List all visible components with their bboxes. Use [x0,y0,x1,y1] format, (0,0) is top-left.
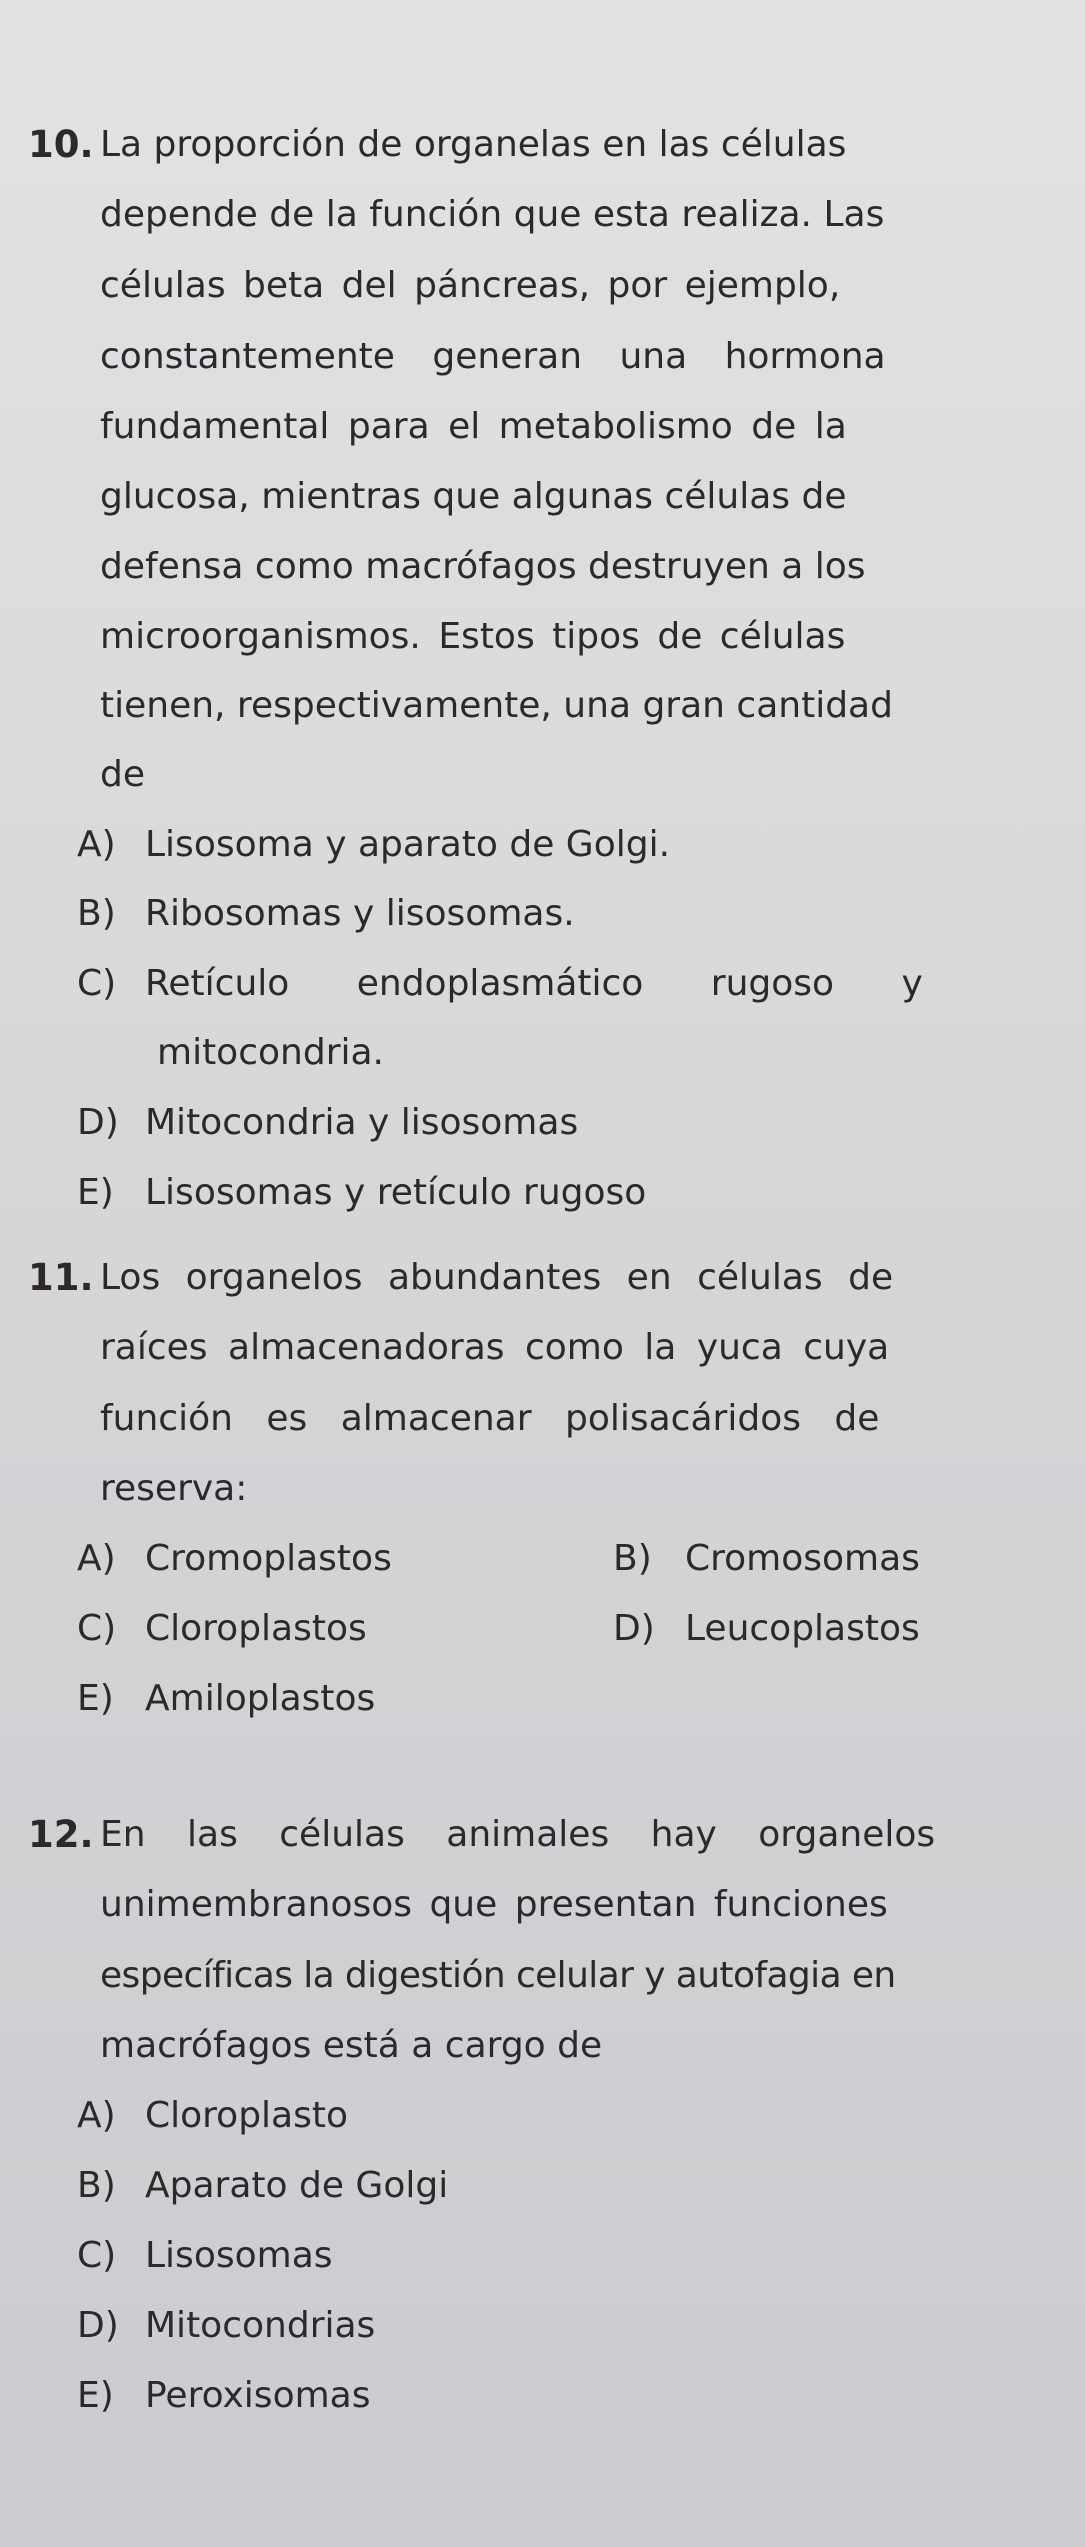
option-letter: A) [77,2095,116,2136]
option-letter: D) [77,2305,119,2346]
option-b[interactable] [77,879,575,949]
option-letter: B) [613,1538,652,1579]
question-12 [28,1800,1048,2450]
option-text: Lisosomas y retículo rugoso [145,1172,647,1213]
option-letter: E) [77,1678,114,1719]
question-number: 11. [28,1256,94,1299]
question-text-line: raíces almacenadoras como la yuca cuya [100,1327,890,1368]
option-letter: C) [77,2235,117,2276]
option-text: Leucoplastos [685,1608,920,1649]
question-text-line: depende de la función que esta realiza. Las [100,194,885,235]
option-e[interactable] [77,1664,375,1734]
option-text: Cromosomas [685,1538,920,1579]
option-text: Amiloplastos [145,1678,376,1719]
option-a[interactable] [77,2081,348,2151]
question-text-line: glucosa, mientras que algunas células de [100,476,847,517]
option-c[interactable] [77,2221,333,2291]
question-text-line: función es almacenar polisacáridos de [100,1398,880,1439]
question-text-line: específicas la digestión celular y autofagia en [100,1955,896,1996]
question-text-line: macrófagos está a cargo de [100,2025,603,2066]
option-e[interactable] [77,1158,646,1228]
question-11 [28,1243,1048,1743]
question-text-line: En las células animales hay organelos [100,1814,936,1855]
question-text-line: Los organelos abundantes en células de [100,1257,894,1298]
option-d[interactable] [613,1594,920,1664]
question-text-line: defensa como macrófagos destruyen a los [100,546,866,587]
option-c[interactable] [77,1594,367,1664]
option-text: Peroxisomas [145,2375,371,2416]
question-text-line: La proporción de organelas en las células [100,124,847,165]
option-text: Cloroplasto [145,2095,349,2136]
option-text: Mitocondrias [145,2305,376,2346]
option-text: Mitocondria y lisosomas [145,1102,579,1143]
question-text-line: de [100,754,145,795]
option-c[interactable] [77,949,923,1019]
option-c-continuation: mitocondria. [157,1032,385,1073]
option-letter: D) [77,1102,119,1143]
option-letter: E) [77,2375,114,2416]
option-letter: A) [77,1538,116,1579]
option-a[interactable] [77,810,670,880]
option-d[interactable] [77,1088,578,1158]
question-10 [28,110,1048,1213]
option-letter: C) [77,1608,117,1649]
option-text: Aparato de Golgi [145,2165,449,2206]
option-a[interactable] [77,1524,392,1594]
option-d[interactable] [77,2291,375,2361]
option-letter: B) [77,893,116,934]
question-number: 12. [28,1813,94,1856]
question-text-line: células beta del páncreas, por ejemplo, [100,265,841,306]
question-number: 10. [28,123,94,166]
question-text-line: tienen, respectivamente, una gran cantidad [100,685,893,726]
question-text-line: constantemente generan una hormona [100,336,886,377]
option-text: Lisosoma y aparato de Golgi. [145,824,671,865]
option-b[interactable] [77,2151,448,2221]
option-text: Lisosomas [145,2235,333,2276]
option-letter: E) [77,1172,114,1213]
question-text-line: fundamental para el metabolismo de la [100,406,847,447]
option-letter: A) [77,824,116,865]
question-text-line: unimembranosos que presentan funciones [100,1884,888,1925]
option-text: Cloroplastos [145,1608,367,1649]
option-text: Retículo endoplasmático rugoso y [145,963,923,1004]
option-e[interactable] [77,2361,370,2431]
question-text-line: reserva: [100,1468,248,1509]
option-text: Cromoplastos [145,1538,392,1579]
question-text-line: microorganismos. Estos tipos de células [100,616,846,657]
option-letter: B) [77,2165,116,2206]
option-letter: D) [613,1608,655,1649]
option-text: Ribosomas y lisosomas. [145,893,575,934]
option-b[interactable] [613,1524,920,1594]
option-letter: C) [77,963,117,1004]
